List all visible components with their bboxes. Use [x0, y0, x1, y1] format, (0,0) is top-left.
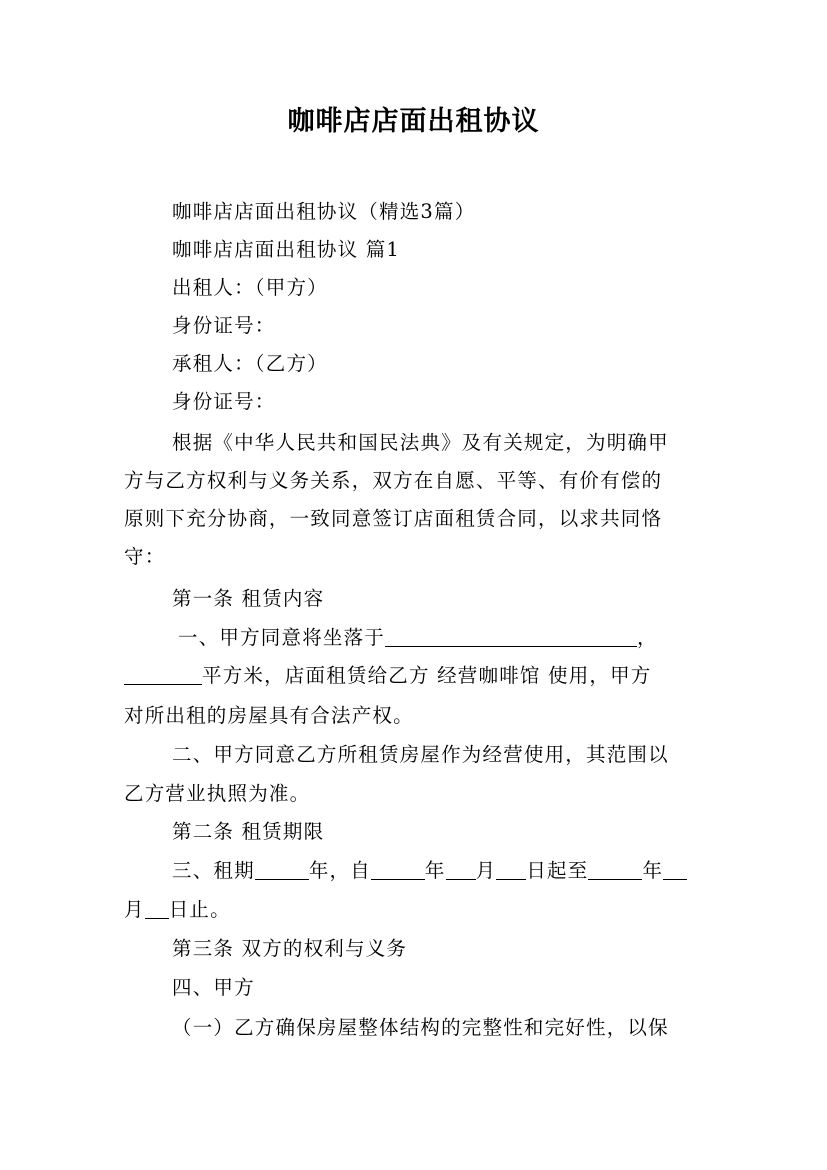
paragraph-line: 咖啡店店面出租协议 篇1: [172, 238, 401, 261]
paragraph-line: 咖啡店店面出租协议（精选3篇）: [172, 200, 476, 223]
paragraph-line: [172, 857, 712, 885]
paragraph-line: 二、甲方同意乙方所租赁房屋作为经营使用，其范围以: [172, 743, 669, 766]
paragraph-line: [124, 662, 704, 690]
blank-field: [385, 626, 637, 647]
clause-text: 三、租期: [172, 859, 255, 882]
blank-field: [588, 859, 642, 880]
blank-field: [145, 898, 169, 919]
paragraph-line: 守：: [124, 545, 166, 568]
clause-text: 月: [124, 898, 145, 921]
paragraph-line: 原则下充分协商，一致同意签订店面租赁合同，以求共同恪: [124, 507, 663, 530]
clause-text: ，: [637, 626, 658, 649]
paragraph-line: 承租人：（乙方）: [172, 352, 328, 375]
clause-text: 一、甲方同意将坐落于: [178, 626, 386, 649]
paragraph-line: 方与乙方权利与义务关系，双方在自愿、平等、有价有偿的: [124, 469, 663, 492]
paragraph-line: 对所出租的房屋具有合法产权。: [124, 704, 414, 727]
blank-field: [663, 859, 687, 880]
paragraph-line: [178, 624, 708, 652]
section-heading: 第二条 租赁期限: [172, 820, 325, 843]
blank-field: [446, 859, 476, 880]
blank-field: [371, 859, 425, 880]
document-title: 咖啡店店面出租协议: [287, 106, 540, 137]
clause-text: 年: [642, 859, 664, 882]
blank-field: [124, 664, 202, 685]
clause-text: 年，自: [308, 859, 371, 882]
section-heading: 第三条 双方的权利与义务: [172, 937, 408, 960]
section-heading: 第一条 租赁内容: [172, 587, 325, 610]
paragraph-line: 乙方营业执照为准。: [124, 782, 311, 805]
paragraph-line: 根据《中华人民共和国民法典》及有关规定，为明确甲: [172, 431, 669, 454]
blank-field: [255, 859, 309, 880]
clause-text: 日起至: [526, 859, 589, 882]
clause-text: 日止。: [168, 898, 231, 921]
paragraph-line: 四、甲方: [172, 976, 255, 999]
paragraph-line: [124, 896, 704, 924]
clause-text: 年: [424, 859, 446, 882]
clause-text: 平方米，店面租赁给乙方 经营咖啡馆 使用，甲方: [202, 664, 652, 687]
paragraph-line: （一）乙方确保房屋整体结构的完整性和完好性，以保: [172, 1016, 669, 1039]
paragraph-line: 身份证号：: [172, 314, 276, 337]
paragraph-line: 出租人：（甲方）: [172, 276, 328, 299]
blank-field: [496, 859, 526, 880]
paragraph-line: 身份证号：: [172, 390, 276, 413]
clause-text: 月: [475, 859, 497, 882]
